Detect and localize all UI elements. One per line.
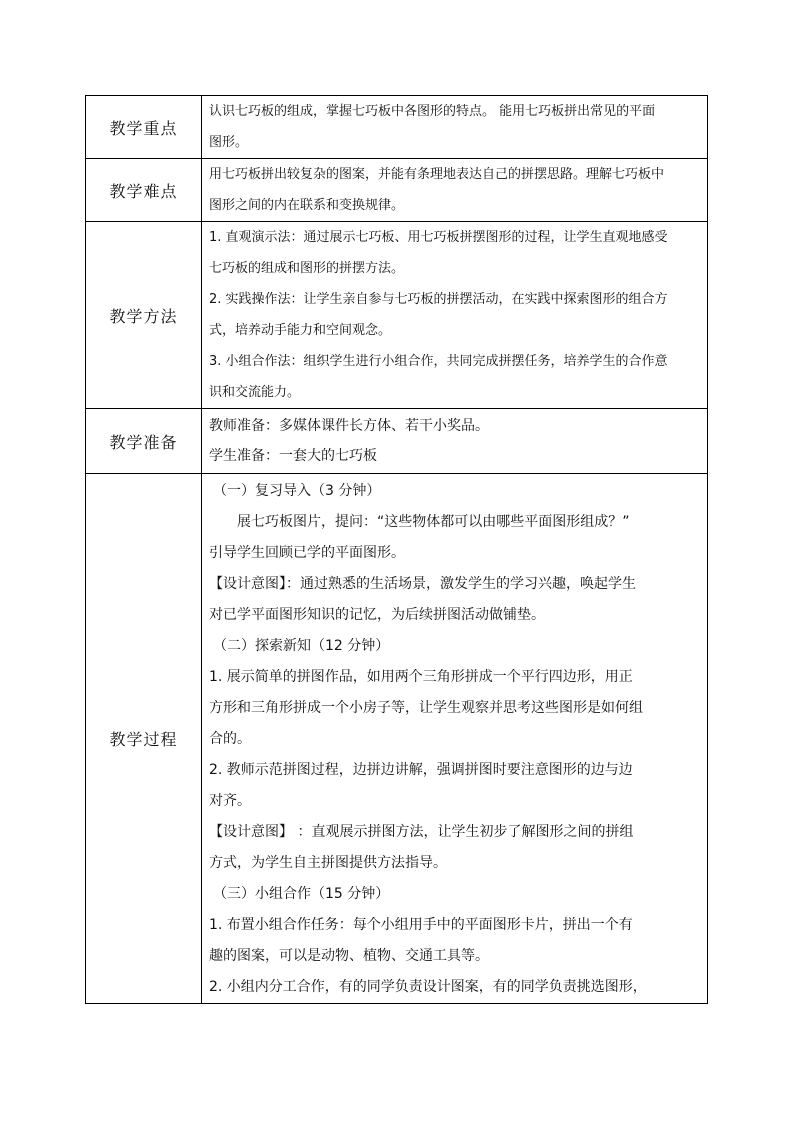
text-line: 2. 实践操作法：让学生亲自参与七巧板的拼摆活动，在实践中探索图形的组合方 [209, 292, 668, 307]
text-line: 【设计意图】 ：直观展示拼图方法，让学生初步了解图形之间的拼组 [209, 824, 634, 840]
table-row-process [86, 474, 708, 1004]
row-content-preparation [202, 409, 708, 474]
text-line: 展七巧板图片，提问：“这些物体都可以由哪些平面图形组成？” [237, 514, 630, 530]
text-line: 趣的图案，可以是动物、植物、交通工具等。 [209, 948, 489, 964]
text-line: 对已学平面图形知识的记忆，为后续拼图活动做铺垫。 [209, 607, 545, 623]
row-content-process [202, 474, 708, 1004]
row-label-key-points: 教学重点 [86, 96, 202, 159]
table-row-difficulties [86, 159, 708, 222]
section-heading: （二）探索新知（12 分钟） [213, 638, 390, 654]
text-line: 2. 小组内分工合作，有的同学负责设计图案，有的同学负责挑选图形， [209, 979, 647, 995]
row-content-methods [202, 222, 708, 409]
text-line: 七巧板的组成和图形的拼摆方法。 [209, 261, 405, 276]
text-line: 用七巧板拼出较复杂的图案，并能有条理地表达自己的拼摆思路。理解七巧板中 [209, 167, 665, 182]
row-label-preparation: 教学准备 [86, 409, 202, 474]
text-line: 学生准备：一套大的七巧板 [209, 448, 377, 464]
text-line: 图形之间的内在联系和变换规律。 [209, 198, 405, 213]
text-line: 式，培养动手能力和空间观念。 [209, 323, 392, 338]
table-row-preparation [86, 409, 708, 474]
row-label-difficulties: 教学难点 [86, 159, 202, 222]
text-line: 对齐。 [209, 793, 251, 809]
text-line: 引导学生回顾已学的平面图形。 [209, 545, 405, 561]
row-content-difficulties [202, 159, 708, 222]
row-label-methods: 教学方法 [86, 222, 202, 409]
text-line: 1. 展示简单的拼图作品，如用两个三角形拼成一个平行四边形，用正 [209, 669, 633, 685]
lesson-plan-table [85, 95, 708, 1004]
text-line: 合的。 [209, 731, 251, 747]
text-line: 1. 直观演示法：通过展示七巧板、用七巧板拼摆图形的过程，让学生直观地感受 [209, 230, 668, 245]
section-heading: （一）复习导入（3 分钟） [213, 483, 381, 499]
text-line: 方式，为学生自主拼图提供方法指导。 [209, 855, 447, 871]
text-line: 识和交流能力。 [209, 385, 301, 400]
text-line: 教师准备：多媒体课件长方体、若干小奖品。 [209, 418, 489, 434]
text-line: 2. 教师示范拼图过程，边拼边讲解，强调拼图时要注意图形的边与边 [209, 762, 633, 778]
table-row-key-points [86, 96, 708, 159]
row-label-process: 教学过程 [86, 474, 202, 1004]
text-line: 方形和三角形拼成一个小房子等，让学生观察并思考这些图形是如何组 [209, 700, 643, 716]
process-text [209, 474, 701, 1003]
row-content-key-points [202, 96, 708, 159]
section-heading: （三）小组合作（15 分钟） [213, 886, 390, 902]
text-line: 图形。 [209, 135, 249, 150]
text-line: 3. 小组合作法：组织学生进行小组合作，共同完成拼摆任务，培养学生的合作意 [209, 354, 668, 369]
table-row-methods [86, 222, 708, 409]
text-line: 【设计意图】：通过熟悉的生活场景，激发学生的学习兴趣，唤起学生 [209, 576, 636, 592]
text-line: 1. 布置小组合作任务：每个小组用手中的平面图形卡片，拼出一个有 [209, 917, 633, 933]
text-line: 认识七巧板的组成，掌握七巧板中各图形的特点。 能用七巧板拼出常见的平面 [209, 104, 656, 119]
